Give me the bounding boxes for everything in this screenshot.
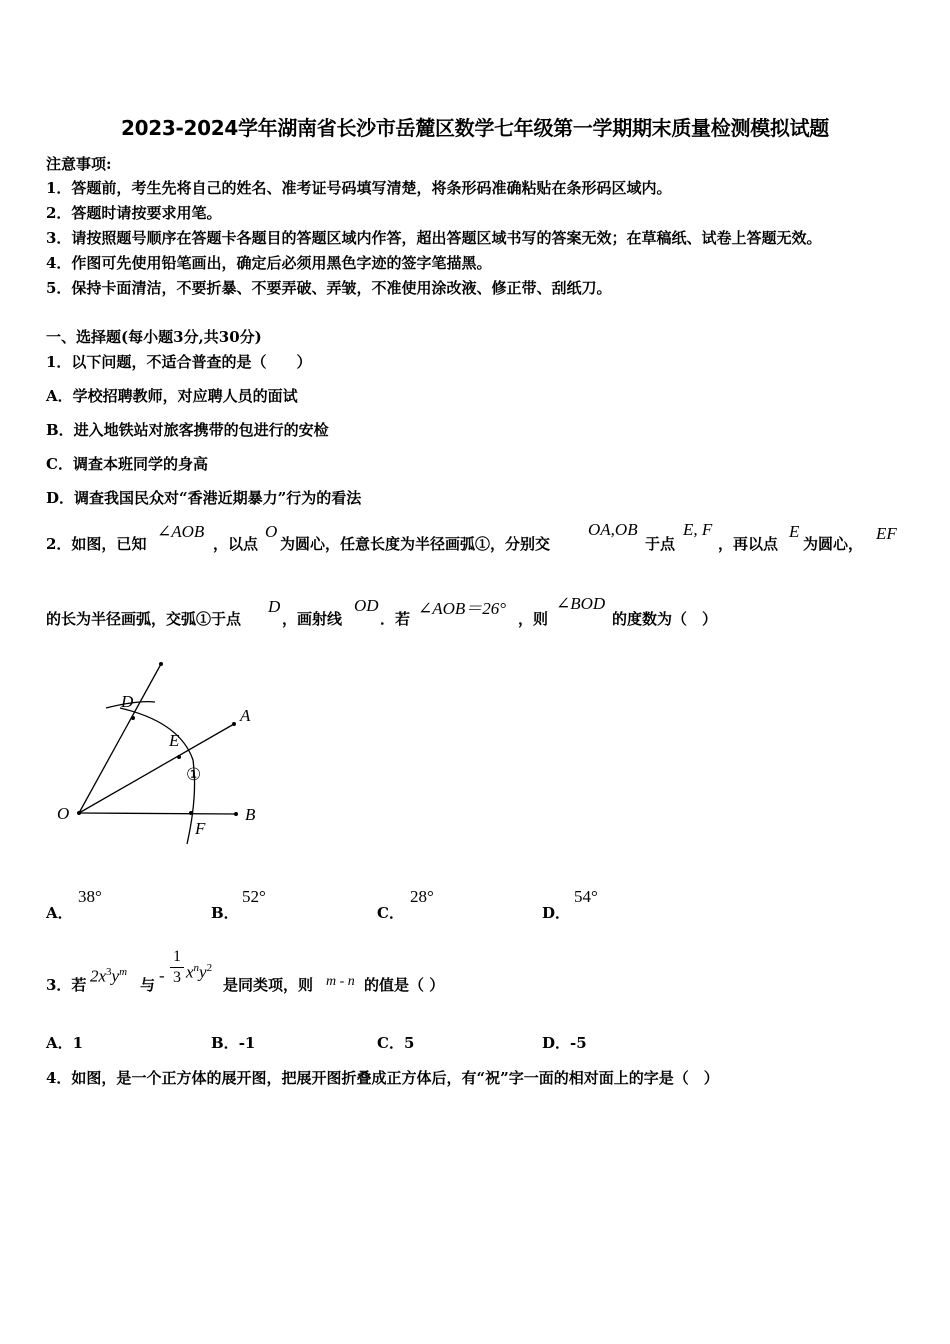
q2-text-5: ，再以点 (718, 535, 779, 553)
q2-math-od: OD (354, 596, 379, 615)
q2-math-bod: ∠BOD (556, 594, 606, 613)
q2-option-c-value: 28° (410, 887, 434, 906)
ray-ob (79, 813, 236, 814)
q3-term1-base: 2x (90, 966, 107, 986)
q3-math-expr: m - n (326, 974, 355, 989)
point-f-dot (189, 811, 193, 815)
q3-term-2 (186, 962, 212, 982)
q2-option-a-value: 38° (78, 887, 102, 906)
q1-stem: 1．以下问题，不适合普查的是（ ） (46, 353, 312, 371)
notice-item-5: 5．保持卡面清洁，不要折暴、不要弄破、弄皱，不准使用涂改液、修正带、刮纸刀。 (46, 279, 612, 297)
q3-term2-fraction-bar (170, 967, 184, 968)
q3-option-c-value: 5 (403, 1034, 415, 1052)
point-e-dot (177, 755, 181, 759)
q2-math-e: E (789, 522, 800, 541)
q1-option-b: B．进入地铁站对旅客携带的包进行的安检 (46, 421, 329, 439)
q3-term2-exp-x: n (193, 962, 200, 974)
q3-option-b-value: -1 (238, 1034, 256, 1052)
q2-text-6: 为圆心， (803, 535, 864, 553)
q2-option-a-letter: A． (46, 904, 73, 922)
q3-term2-fraction (170, 948, 184, 987)
q2-text-10: ，则 (518, 610, 549, 628)
q2-text-2: ，以点 (213, 535, 259, 553)
q3-option-a (46, 1032, 83, 1053)
q2-math-oaob: OA,OB (588, 520, 638, 539)
q3-term2-denominator: 3 (173, 969, 181, 986)
q3-option-a-letter: A． (46, 1034, 73, 1052)
label-a: A (240, 706, 251, 725)
section-heading: 一、选择题(每小题3分,共30分) (46, 328, 262, 346)
q3-term-1 (90, 966, 127, 986)
label-d: D (121, 692, 134, 711)
q2-math-aob: ∠AOB (157, 522, 205, 541)
q2-option-b-letter: B． (211, 904, 239, 922)
q3-term2-sign: - (159, 966, 165, 985)
q2-text-4: 于点 (645, 535, 676, 553)
point-b-dot (234, 812, 238, 816)
q2-text-11: 的度数为（ ） (612, 610, 718, 628)
point-d-dot (131, 716, 135, 720)
q3-term1-exp-x: 3 (106, 966, 112, 978)
q2-math-ef: E, F (683, 520, 713, 539)
q3-term2-x: x (186, 962, 194, 982)
q3-term2-numerator: 1 (173, 948, 181, 965)
q1-option-d: D．调查我国民众对“香港近期暴力”行为的看法 (46, 489, 362, 507)
label-arc-1: ① (186, 765, 202, 784)
q2-option-c-letter: C． (377, 904, 404, 922)
q4-stem: 4．如图，是一个正方体的展开图，把展开图折叠成正方体后，有“祝”字一面的相对面上的字是（ ） (46, 1069, 719, 1087)
label-f: F (195, 819, 206, 838)
q3-option-d (542, 1032, 587, 1053)
notice-item-2: 2．答题时请按要求用笔。 (46, 204, 222, 222)
q3-option-a-value: 1 (72, 1034, 84, 1052)
q2-option-b-value: 52° (242, 887, 266, 906)
q3-option-b (211, 1032, 255, 1053)
q3-term2-exp-y: 2 (206, 962, 213, 974)
page-title: 2023-2024学年湖南省长沙市岳麓区数学七年级第一学期期末质量检测模拟试题 (121, 116, 829, 140)
q2-option-d-value: 54° (574, 887, 598, 906)
q3-term1-exp-y: m (119, 966, 128, 978)
q3-term1-y: y (111, 966, 120, 986)
notice-heading: 注意事项: (46, 155, 112, 173)
q2-text-7: 的长为半径画弧，交弧①于点 (46, 610, 242, 628)
q2-math-ef2: EF (876, 524, 897, 543)
ray-od-endpoint (159, 662, 163, 666)
q3-text-1: 3．若 (46, 976, 87, 994)
q2-math-condition: ∠AOB＝26° (418, 599, 507, 618)
q2-text-3: 为圆心，任意长度为半径画弧①，分别交 (280, 535, 551, 553)
q3-term2-y: y (199, 962, 207, 982)
notice-item-4: 4．作图可先使用铅笔画出，确定后必须用黑色字迹的签字笔描黑。 (46, 254, 492, 272)
q3-text-3: 是同类项，则 (223, 976, 314, 994)
label-o: O (57, 804, 70, 823)
q2-option-d-letter: D． (542, 904, 571, 922)
q2-math-d: D (268, 597, 281, 616)
arc-1 (120, 708, 195, 844)
q1-option-a: A．学校招聘教师，对应聘人员的面试 (46, 387, 298, 405)
q3-option-d-value: -5 (570, 1034, 587, 1052)
ray-od (79, 664, 161, 813)
q3-text-4: 的值是（ ） (364, 976, 445, 994)
ray-oa (79, 724, 234, 813)
q3-text-2: 与 (140, 976, 156, 994)
notice-item-1: 1．答题前，考生先将自己的姓名、准考证号码填写清楚，将条形码准确粘贴在条形码区域内。 (46, 179, 672, 197)
q2-text-1: 2．如图，已知 (46, 535, 147, 553)
q3-option-c-letter: C． (377, 1034, 404, 1052)
point-o-dot (77, 811, 81, 815)
point-a-dot (232, 722, 236, 726)
q2-angle-figure (40, 650, 280, 860)
label-e: E (169, 731, 180, 750)
q3-option-c (377, 1032, 414, 1053)
q2-text-8: ，画射线 (282, 610, 343, 628)
notice-item-3: 3．请按照题号顺序在答题卡各题目的答题区域内作答，超出答题区域书写的答案无效；在草稿纸、试卷上答题无效。 (46, 229, 822, 247)
q2-text-9: ．若 (380, 610, 411, 628)
label-b: B (245, 805, 256, 824)
q2-math-o: O (265, 522, 278, 541)
q1-option-c: C．调查本班同学的身高 (46, 455, 208, 473)
q3-option-d-letter: D． (542, 1034, 571, 1052)
q3-option-b-letter: B． (211, 1034, 239, 1052)
